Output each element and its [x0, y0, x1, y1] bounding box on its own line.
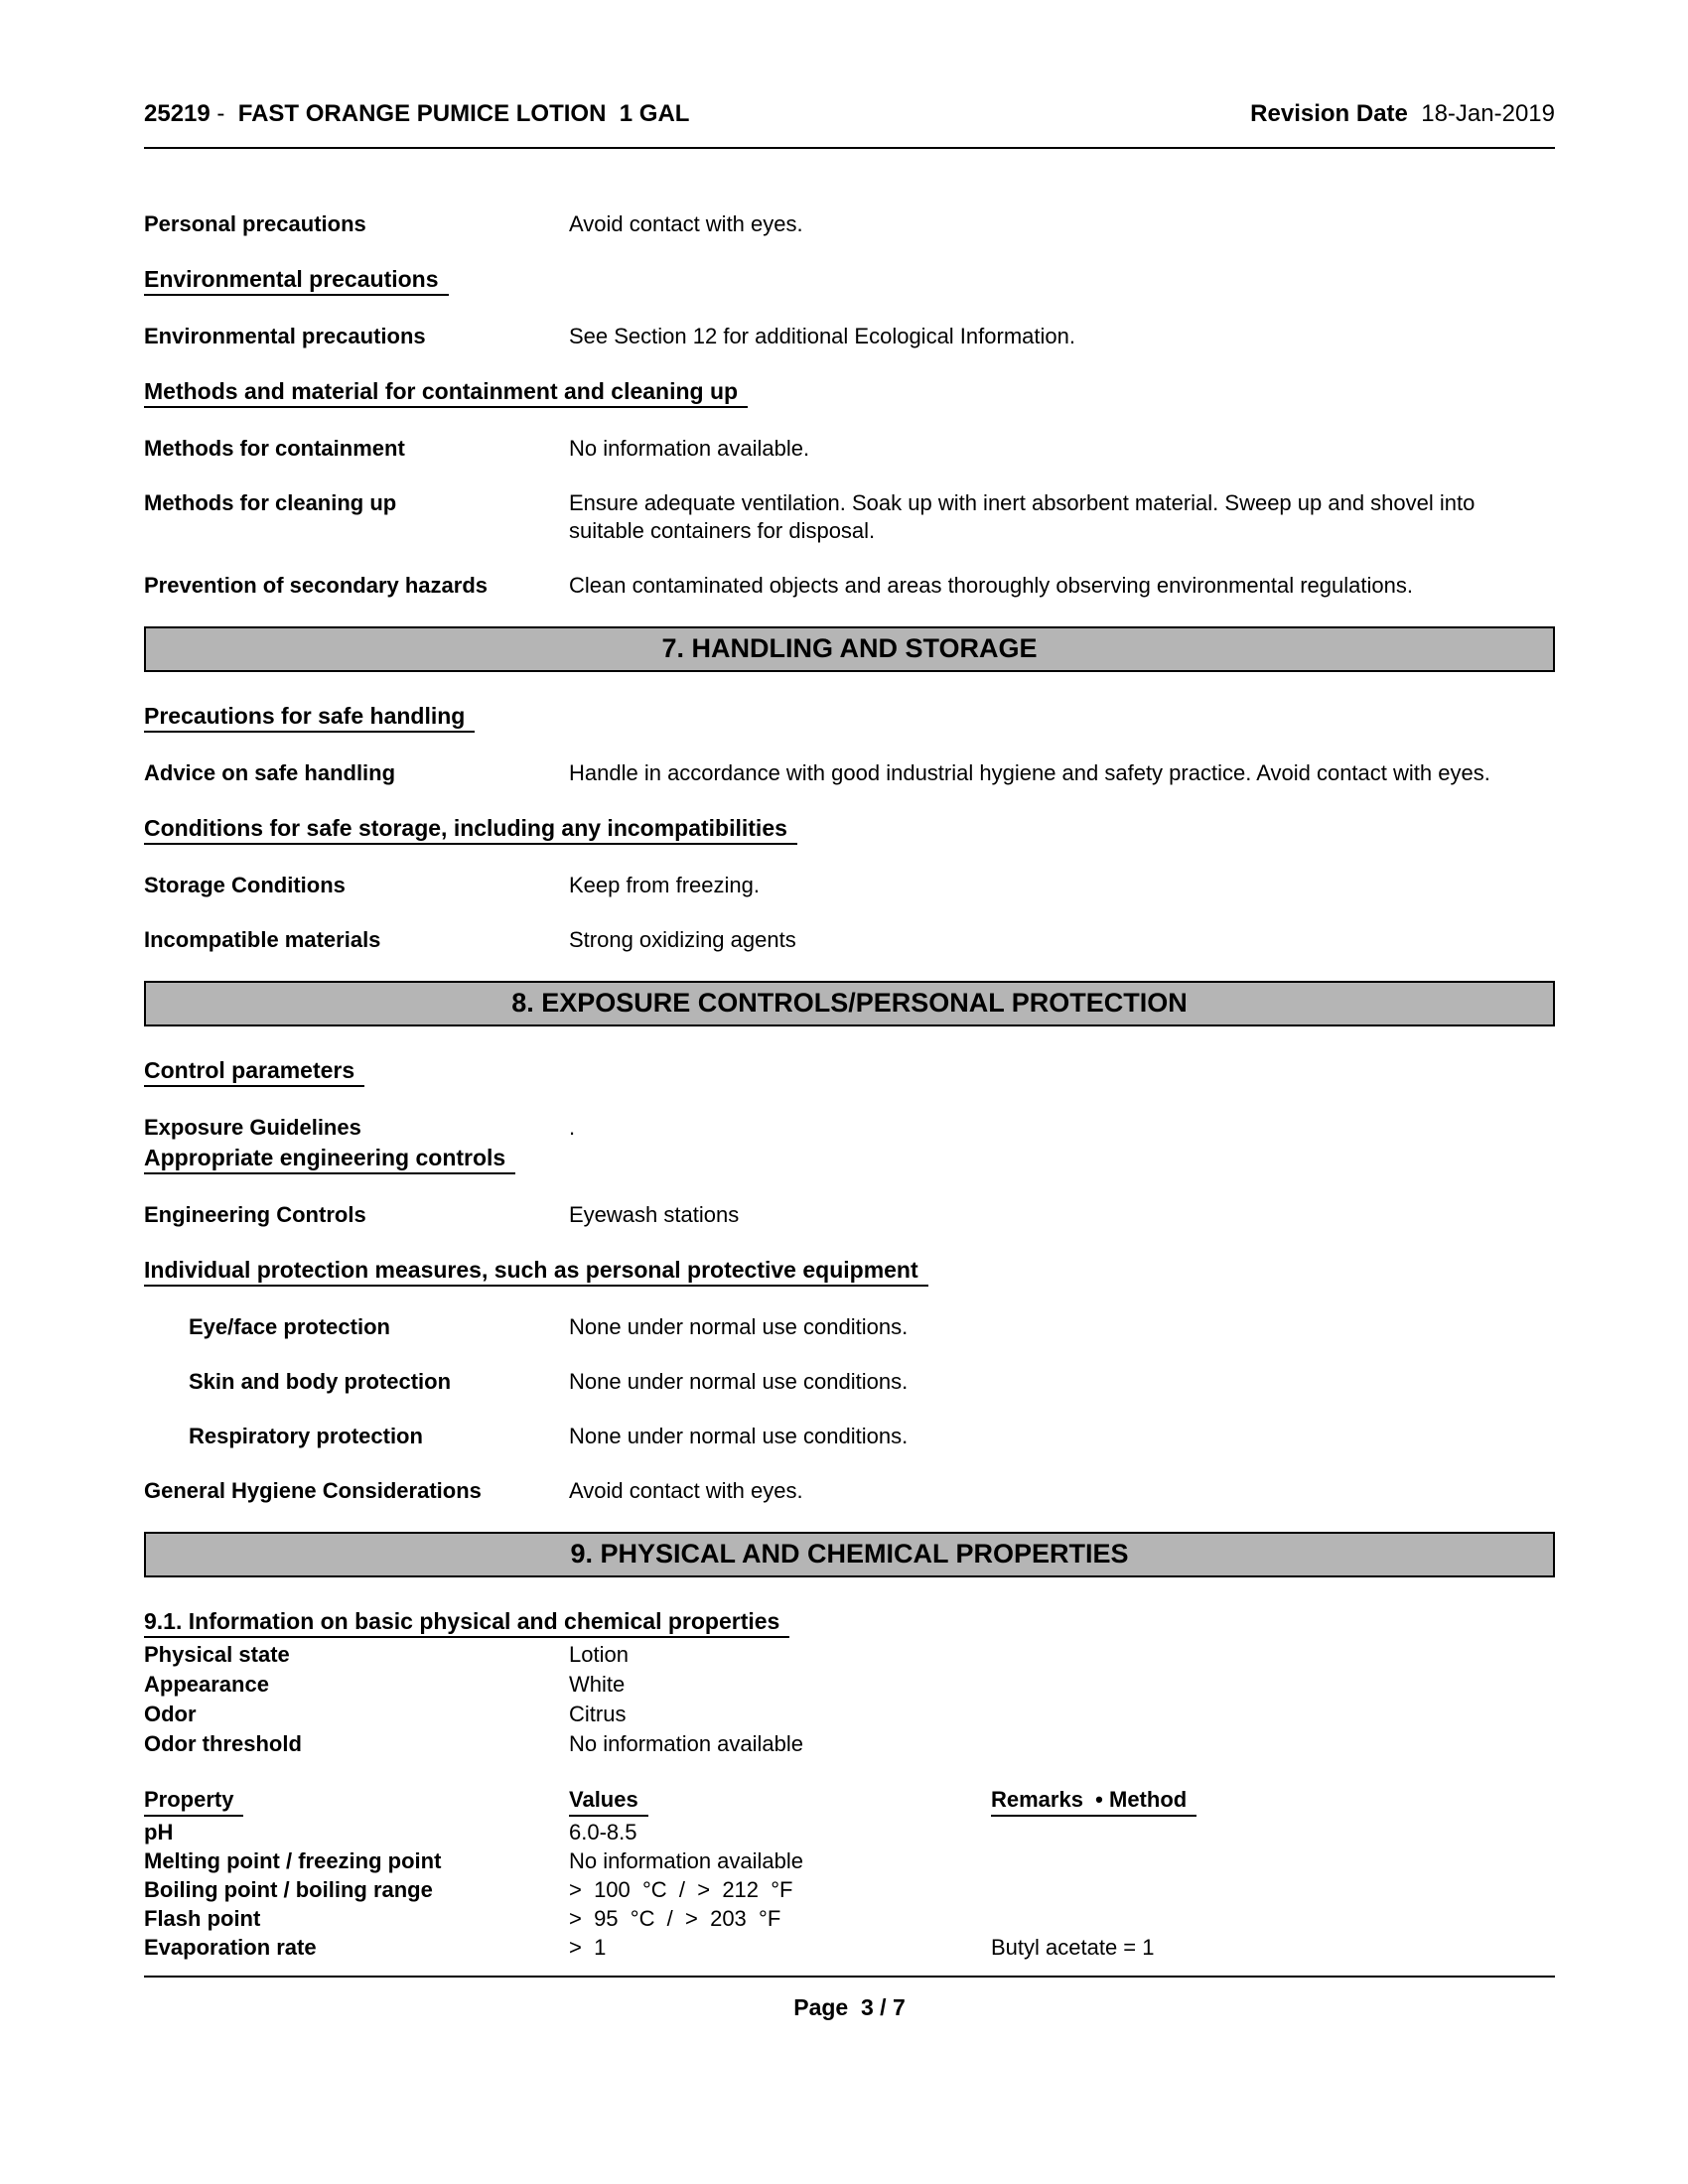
property-name: Evaporation rate	[144, 1935, 317, 1960]
field-value: None under normal use conditions.	[569, 1424, 909, 1448]
page-content-area	[144, 0, 1555, 1963]
field-row	[144, 210, 1555, 238]
property-name: Flash point	[144, 1906, 261, 1931]
revision-date-label: Revision Date	[1250, 100, 1422, 127]
product-number: 25219	[144, 100, 211, 127]
document-footer	[144, 1976, 1555, 2021]
property-row	[144, 1819, 1555, 1846]
subsection-heading	[144, 265, 1555, 296]
field-value: Clean contaminated objects and areas thoroughly observing environmental regulations.	[569, 573, 1413, 598]
field-label: Exposure Guidelines	[144, 1115, 361, 1140]
field-label: Engineering Controls	[144, 1202, 366, 1227]
field-value: Handle in accordance with good industrial hygiene and safety practice. Avoid contact with eyes.	[569, 760, 1490, 785]
field-value: Lotion	[569, 1642, 629, 1667]
field-label: Methods for containment	[144, 436, 405, 461]
field-label: Prevention of secondary hazards	[144, 573, 488, 598]
property-column-header-text: Property	[144, 1786, 243, 1817]
property-value: > 95 °C / > 203 °F	[569, 1906, 781, 1931]
field-row	[144, 323, 1555, 350]
property-column-header	[144, 1786, 569, 1817]
field-label: Methods for cleaning up	[144, 490, 397, 515]
property-row	[144, 1905, 1555, 1933]
property-name: Boiling point / boiling range	[144, 1877, 433, 1902]
subsection-heading-text: Conditions for safe storage, including any incompatibilities	[144, 814, 797, 845]
field-row	[144, 1313, 1555, 1341]
field-value: See Section 12 for additional Ecological Information.	[569, 324, 1075, 348]
header-rule	[144, 147, 1555, 149]
property-row	[144, 1876, 1555, 1904]
document-header	[144, 99, 1555, 129]
values-column-header-text: Values	[569, 1786, 648, 1817]
field-label: Eye/face protection	[189, 1314, 390, 1339]
spacer	[144, 1760, 1555, 1786]
subsection-heading-text: Control parameters	[144, 1056, 364, 1087]
field-value: No information available.	[569, 436, 810, 461]
page-number: Page 3 / 7	[793, 1994, 906, 2020]
property-value: > 1	[569, 1935, 607, 1960]
remarks-column-header-text: Remarks • Method	[991, 1786, 1196, 1817]
revision-date	[1250, 99, 1555, 129]
field-label: Advice on safe handling	[144, 760, 396, 785]
subsection-heading-text: Individual protection measures, such as personal protective equipment	[144, 1256, 928, 1287]
section-title: 8. EXPOSURE CONTROLS/PERSONAL PROTECTION	[511, 988, 1188, 1018]
field-label: Odor	[144, 1702, 197, 1726]
field-label: Environmental precautions	[144, 324, 426, 348]
field-label: Skin and body protection	[189, 1369, 452, 1394]
revision-date-value: 18-Jan-2019	[1421, 100, 1555, 127]
subsection-heading-text: Methods and material for containment and cleaning up	[144, 377, 748, 408]
field-row	[144, 1423, 1555, 1450]
property-name: pH	[144, 1820, 174, 1844]
field-row	[144, 1114, 1555, 1142]
field-value: .	[569, 1115, 576, 1140]
field-label: Appearance	[144, 1672, 269, 1697]
property-name: Melting point / freezing point	[144, 1848, 442, 1873]
footer-rule	[144, 1976, 1555, 1978]
product-title-separator: -	[210, 100, 238, 127]
field-label: Personal precautions	[144, 211, 366, 236]
field-row	[144, 1477, 1555, 1505]
subsection-heading-text: 9.1. Information on basic physical and chemical properties	[144, 1607, 789, 1638]
field-row	[144, 759, 1555, 787]
field-row	[144, 926, 1555, 954]
property-row	[144, 1847, 1555, 1875]
field-value: Ensure adequate ventilation. Soak up with inert absorbent material. Sweep up and shovel into suitable containers for disposal.	[569, 490, 1481, 543]
section-title: 9. PHYSICAL AND CHEMICAL PROPERTIES	[570, 1539, 1129, 1569]
field-label: Incompatible materials	[144, 927, 381, 952]
field-row	[144, 572, 1555, 600]
field-value: White	[569, 1672, 626, 1697]
property-row	[144, 1934, 1555, 1962]
subsection-heading	[144, 377, 1555, 408]
property-value: > 100 °C / > 212 °F	[569, 1877, 793, 1902]
field-row	[144, 1671, 1555, 1699]
values-column-header	[569, 1786, 991, 1817]
content	[144, 210, 1555, 1962]
field-value: None under normal use conditions.	[569, 1314, 909, 1339]
field-label: Respiratory protection	[189, 1424, 423, 1448]
field-row	[144, 1730, 1555, 1758]
subsection-heading-text: Environmental precautions	[144, 265, 449, 296]
section-bar	[144, 626, 1555, 672]
property-value: No information available	[569, 1848, 804, 1873]
field-value: Strong oxidizing agents	[569, 927, 796, 952]
subsection-heading	[144, 814, 1555, 845]
field-value: Keep from freezing.	[569, 873, 760, 897]
field-label: Storage Conditions	[144, 873, 346, 897]
field-row	[144, 1641, 1555, 1669]
product-title	[144, 99, 689, 129]
subsection-heading	[144, 1056, 1555, 1087]
subsection-heading-text: Precautions for safe handling	[144, 702, 475, 733]
field-row	[144, 489, 1555, 545]
field-row	[144, 1701, 1555, 1728]
field-label: General Hygiene Considerations	[144, 1478, 482, 1503]
field-row	[144, 1368, 1555, 1396]
field-value: None under normal use conditions.	[569, 1369, 909, 1394]
section-bar	[144, 981, 1555, 1026]
subsection-heading	[144, 1607, 1555, 1638]
section-title: 7. HANDLING AND STORAGE	[661, 633, 1038, 663]
field-value: Eyewash stations	[569, 1202, 740, 1227]
section-bar	[144, 1532, 1555, 1577]
subsection-heading	[144, 702, 1555, 733]
remarks-column-header	[991, 1786, 1555, 1817]
field-value: No information available	[569, 1731, 804, 1756]
subsection-heading	[144, 1144, 1555, 1174]
product-name: FAST ORANGE PUMICE LOTION 1 GAL	[237, 100, 690, 127]
field-value: Citrus	[569, 1702, 627, 1726]
field-label: Odor threshold	[144, 1731, 302, 1756]
subsection-heading-text: Appropriate engineering controls	[144, 1144, 515, 1174]
field-value: Avoid contact with eyes.	[569, 1478, 803, 1503]
field-row	[144, 872, 1555, 899]
subsection-heading	[144, 1256, 1555, 1287]
property-remarks: Butyl acetate = 1	[991, 1935, 1155, 1960]
property-table-header	[144, 1786, 1555, 1817]
field-row	[144, 1201, 1555, 1229]
property-value: 6.0-8.5	[569, 1820, 637, 1844]
field-label: Physical state	[144, 1642, 290, 1667]
field-row	[144, 435, 1555, 463]
field-value: Avoid contact with eyes.	[569, 211, 803, 236]
